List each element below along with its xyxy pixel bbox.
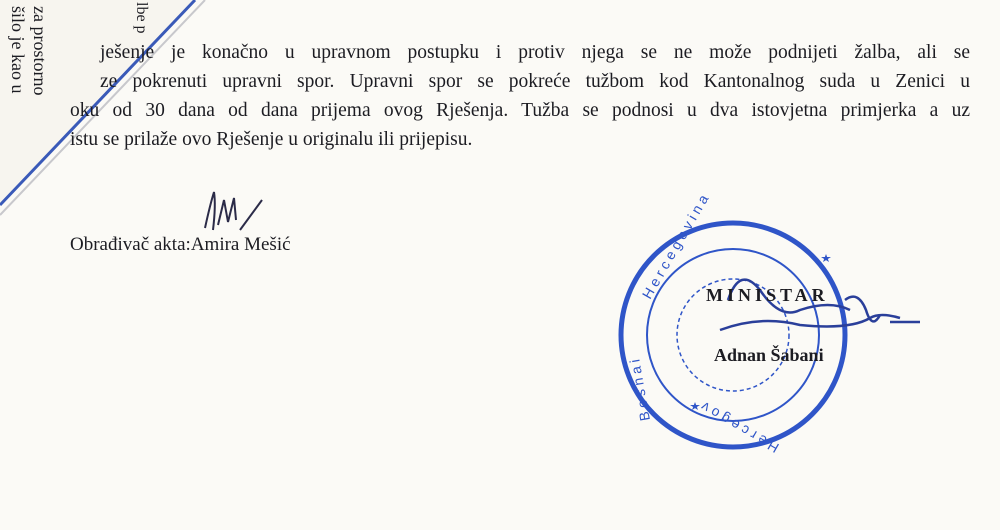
svg-text:B o s n a i: B o s n a i [626, 358, 653, 423]
preparer-signature-mark [205, 192, 262, 230]
paragraph-line-4: istu se prilaže ovo Rješenje u originalu ili prijepisu. [70, 129, 473, 150]
side-fragment-line-2: šilo je kao u [8, 6, 28, 94]
svg-text:H e r c e g o v i n a: H e r c e g o v i n a [638, 191, 712, 302]
official-stamp [621, 192, 845, 457]
minister-name: Adnan Šabani [714, 345, 824, 365]
side-fragment-top: lbe p [133, 2, 150, 34]
decision-paragraph [70, 38, 970, 154]
side-fragment-line-1: za prostorno [30, 6, 50, 96]
minister-title: MINISTAR [706, 285, 829, 305]
paragraph-line-1: ješenje je konačno u upravnom postupku i protiv njega se ne može podnijeti žalba, ali se [100, 42, 970, 63]
svg-text:H e r c e g o v: H e r c e g o v [698, 398, 782, 457]
paragraph-line-3: oku od 30 dana od dana prijema ovog Rješenja. Tužba se podnosi u dva istovjetna primjerka a uz [70, 100, 970, 121]
preparer-label: Obrađivač akta: [70, 234, 191, 255]
paragraph-line-2: ze pokrenuti upravni spor. Upravni spor se pokreće tužbom kod Kantonalnog suda u Zenici u [100, 71, 970, 92]
document-preparer [70, 234, 291, 256]
preparer-name: Amira Mešić [190, 234, 291, 255]
